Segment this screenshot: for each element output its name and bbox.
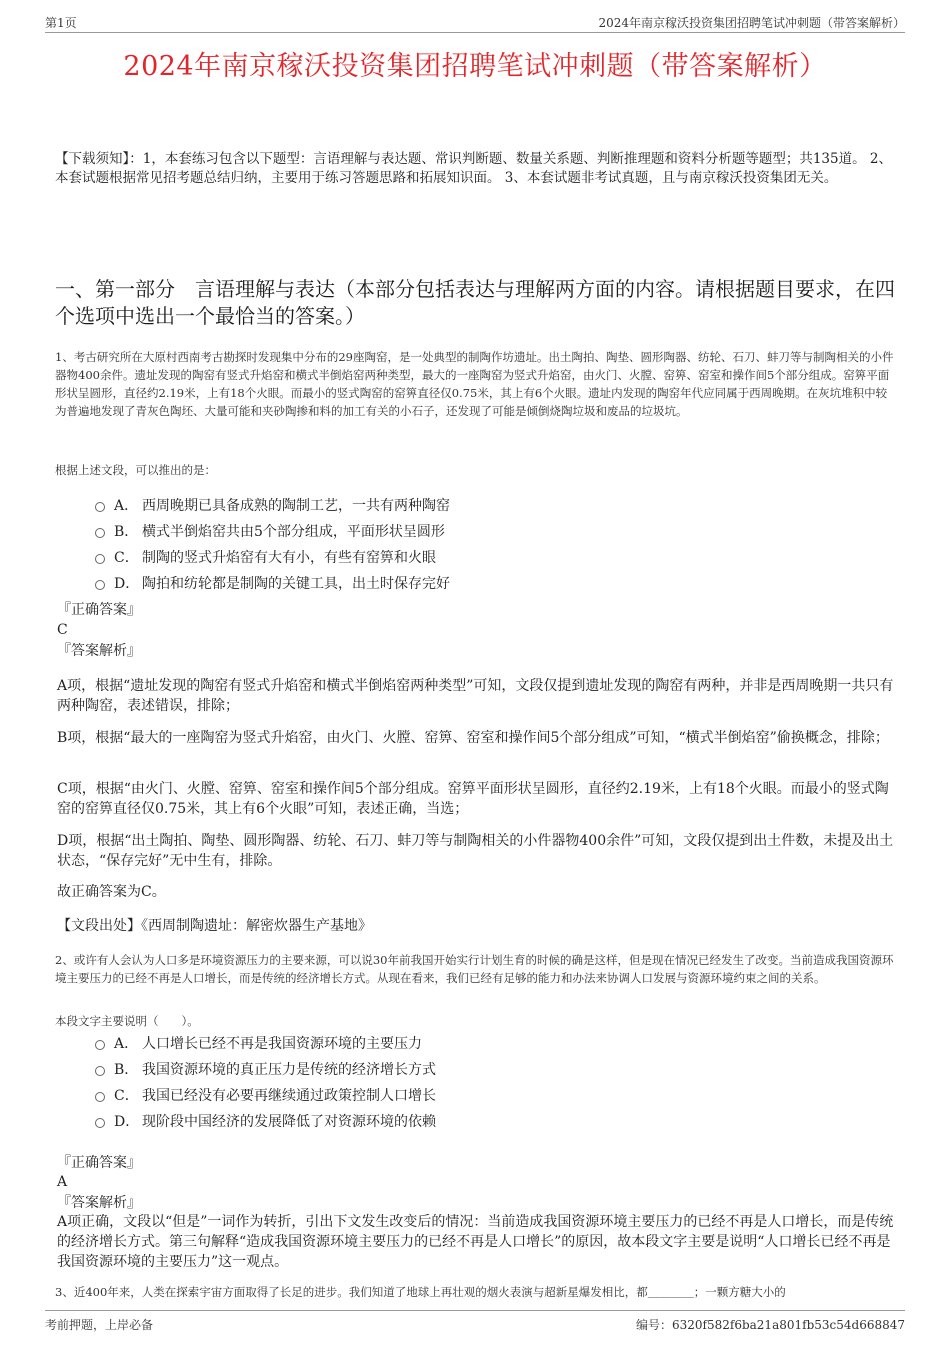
radio-button[interactable] [95, 1092, 105, 1102]
analysis-paragraph: A项，根据“遗址发现的陶窑有竖式升焰窑和横式半倒焰窑两种类型”可知，文段仅提到遗址发现的陶窑有两种，并非是西周晚期一共只有两种陶窑，表述错误，排除； [57, 678, 894, 714]
option-c[interactable] [95, 1082, 436, 1108]
header-doc-title: 2024年南京稼沃投资集团招聘笔试冲刺题（带答案解析） [598, 16, 905, 30]
question-1-options [95, 492, 450, 596]
analysis-conclusion: 故正确答案为C。 [57, 884, 166, 900]
option-letter: C． [114, 550, 139, 566]
question-1-prompt: 根据上述文段，可以推出的是： [55, 463, 216, 477]
answer-value: C [57, 622, 68, 638]
analysis-paragraph: B项，根据“最大的一座陶窑为竖式升焰窑，由火门、火膛、窑箅、窑室和操作间5个部分组成”可知，“横式半倒焰窑”偷换概念，排除； [57, 730, 889, 746]
answer-label: 『正确答案』 [57, 1155, 141, 1171]
option-b[interactable] [95, 518, 450, 544]
radio-button[interactable] [95, 1040, 105, 1050]
source-citation: 【文段出处】《西周制陶遗址：解密炊器生产基地》 [57, 918, 372, 934]
option-text: 陶拍和纺轮都是制陶的关键工具，出土时保存完好 [142, 576, 450, 592]
question-3-text: 3、近400年来，人类在探索宇宙方面取得了长足的进步。我们知道了地球上再壮观的烟火表演与超新星爆发相比，都＿＿＿＿；一颗方糖大小的 [55, 1285, 786, 1299]
option-text: 现阶段中国经济的发展降低了对资源环境的依赖 [142, 1114, 436, 1130]
download-notice: 【下载须知】：1，本套练习包含以下题型：言语理解与表达题、常识判断题、数量关系题、判断推理题和资料分析题等题型；共135道。 2、本套试题根据常见招考题总结归纳，主要用于练习答题思路和拓展知识面。 3、本套试题非考试真题，且与南京稼沃投资集团无关。 [55, 151, 892, 186]
option-letter: D． [114, 576, 140, 592]
option-letter: B． [114, 524, 139, 540]
question-2-text: 2、或许有人会认为人口多是环境资源压力的主要来源，可以说30年前我国开始实行计划生育的时候的确是这样，但是现在情况已经发生了改变。当前造成我国资源环境主要压力的已经不再是人口增长，而是传统的经济增长方式。从现在看来，我们已经有足够的能力和办法来协调人口发展与资源环境约束之间的关系。 [55, 953, 894, 985]
question-1-text: 1、考古研究所在大原村西南考古勘探时发现集中分布的29座陶窑，是一处典型的制陶作坊遗址。出土陶拍、陶垫、圆形陶器、纺轮、石刀、蚌刀等与制陶相关的小件器物400余件。遗址发现的陶窑有竖式升焰窑和横式半倒焰窑两种类型，最大的一座陶窑为竖式升焰窑，由火门、火膛、窑箅、窑室和操作间5个部分组成。窑箅平面形状呈圆形，直径约2.19米，上有18个火眼。而最小的竖式陶窑的窑箅直径仅0.75米，其上有6个火眼。遗址内发现的陶窑年代应同属于西周晚期。在灰坑堆积中较为普遍地发现了青灰色陶坯、大量可能和夹砂陶掺和料的加工有关的小石子，还发现了可能是倾倒烧陶垃圾和废品的垃圾坑。 [55, 350, 894, 418]
option-letter: C． [114, 1088, 139, 1104]
option-text: 制陶的竖式升焰窑有大有小，有些有窑箅和火眼 [142, 550, 436, 566]
option-c[interactable] [95, 544, 450, 570]
analysis-paragraph: C项，根据“由火门、火膛、窑箅、窑室和操作间5个部分组成。窑箅平面形状呈圆形，直径约2.19米，上有18个火眼。而最小的竖式陶窑的窑箅直径仅0.75米，其上有6个火眼”可知，表述正确，当选； [57, 781, 889, 817]
radio-button[interactable] [95, 528, 105, 538]
question-2-prompt: 本段文字主要说明（ ）。 [55, 1014, 199, 1028]
option-letter: A． [114, 1036, 139, 1052]
analysis-label: 『答案解析』 [57, 1195, 141, 1211]
option-a[interactable] [95, 492, 450, 518]
analysis-paragraph: D项，根据“出土陶拍、陶垫、圆形陶器、纺轮、石刀、蚌刀等与制陶相关的小件器物400余件”可知，文段仅提到出土件数，未提及出土状态，“保存完好”无中生有，排除。 [57, 833, 894, 869]
analysis-label: 『答案解析』 [57, 643, 141, 659]
option-letter: B． [114, 1062, 139, 1078]
option-text: 人口增长已经不再是我国资源环境的主要压力 [142, 1036, 422, 1052]
option-letter: D． [114, 1114, 140, 1130]
radio-button[interactable] [95, 1066, 105, 1076]
document-title: 2024年南京稼沃投资集团招聘笔试冲刺题（带答案解析） [123, 51, 827, 82]
question-2-options [95, 1030, 436, 1134]
option-d[interactable] [95, 570, 450, 596]
analysis-paragraph: A项正确，文段以“但是”一词作为转折，引出下文发生改变后的情况：当前造成我国资源环境主要压力的已经不再是人口增长，而是传统的经济增长方式。第三句解释“造成我国资源环境主要压力的已经不再是人口增长”的原因，故本段文字主要是说明“人口增长已经不再是我国资源环境的主要压力”这一观点。 [57, 1214, 894, 1270]
radio-button[interactable] [95, 502, 105, 512]
footer-serial: 编号：6320f582f6ba21a801fb53c54d668847 [636, 1318, 905, 1332]
option-d[interactable] [95, 1108, 436, 1134]
option-text: 我国已经没有必要再继续通过政策控制人口增长 [142, 1088, 436, 1104]
radio-button[interactable] [95, 580, 105, 590]
option-text: 西周晚期已具备成熟的陶制工艺，一共有两种陶窑 [142, 498, 450, 514]
page-footer [45, 1310, 905, 1335]
page-number: 第1页 [45, 16, 77, 30]
answer-label: 『正确答案』 [57, 602, 141, 618]
page-header [45, 10, 905, 33]
option-text: 我国资源环境的真正压力是传统的经济增长方式 [142, 1062, 436, 1078]
footer-slogan: 考前押题，上岸必备 [45, 1318, 154, 1332]
radio-button[interactable] [95, 1118, 105, 1128]
option-text: 横式半倒焰窑共由5个部分组成，平面形状呈圆形 [142, 524, 445, 540]
option-letter: A． [114, 498, 139, 514]
section-heading: 一、第一部分 言语理解与表达（本部分包括表达与理解两方面的内容。请根据题目要求，在四个选项中选出一个最恰当的答案。） [55, 277, 895, 328]
option-a[interactable] [95, 1030, 436, 1056]
option-b[interactable] [95, 1056, 436, 1082]
radio-button[interactable] [95, 554, 105, 564]
answer-value: A [57, 1174, 68, 1190]
